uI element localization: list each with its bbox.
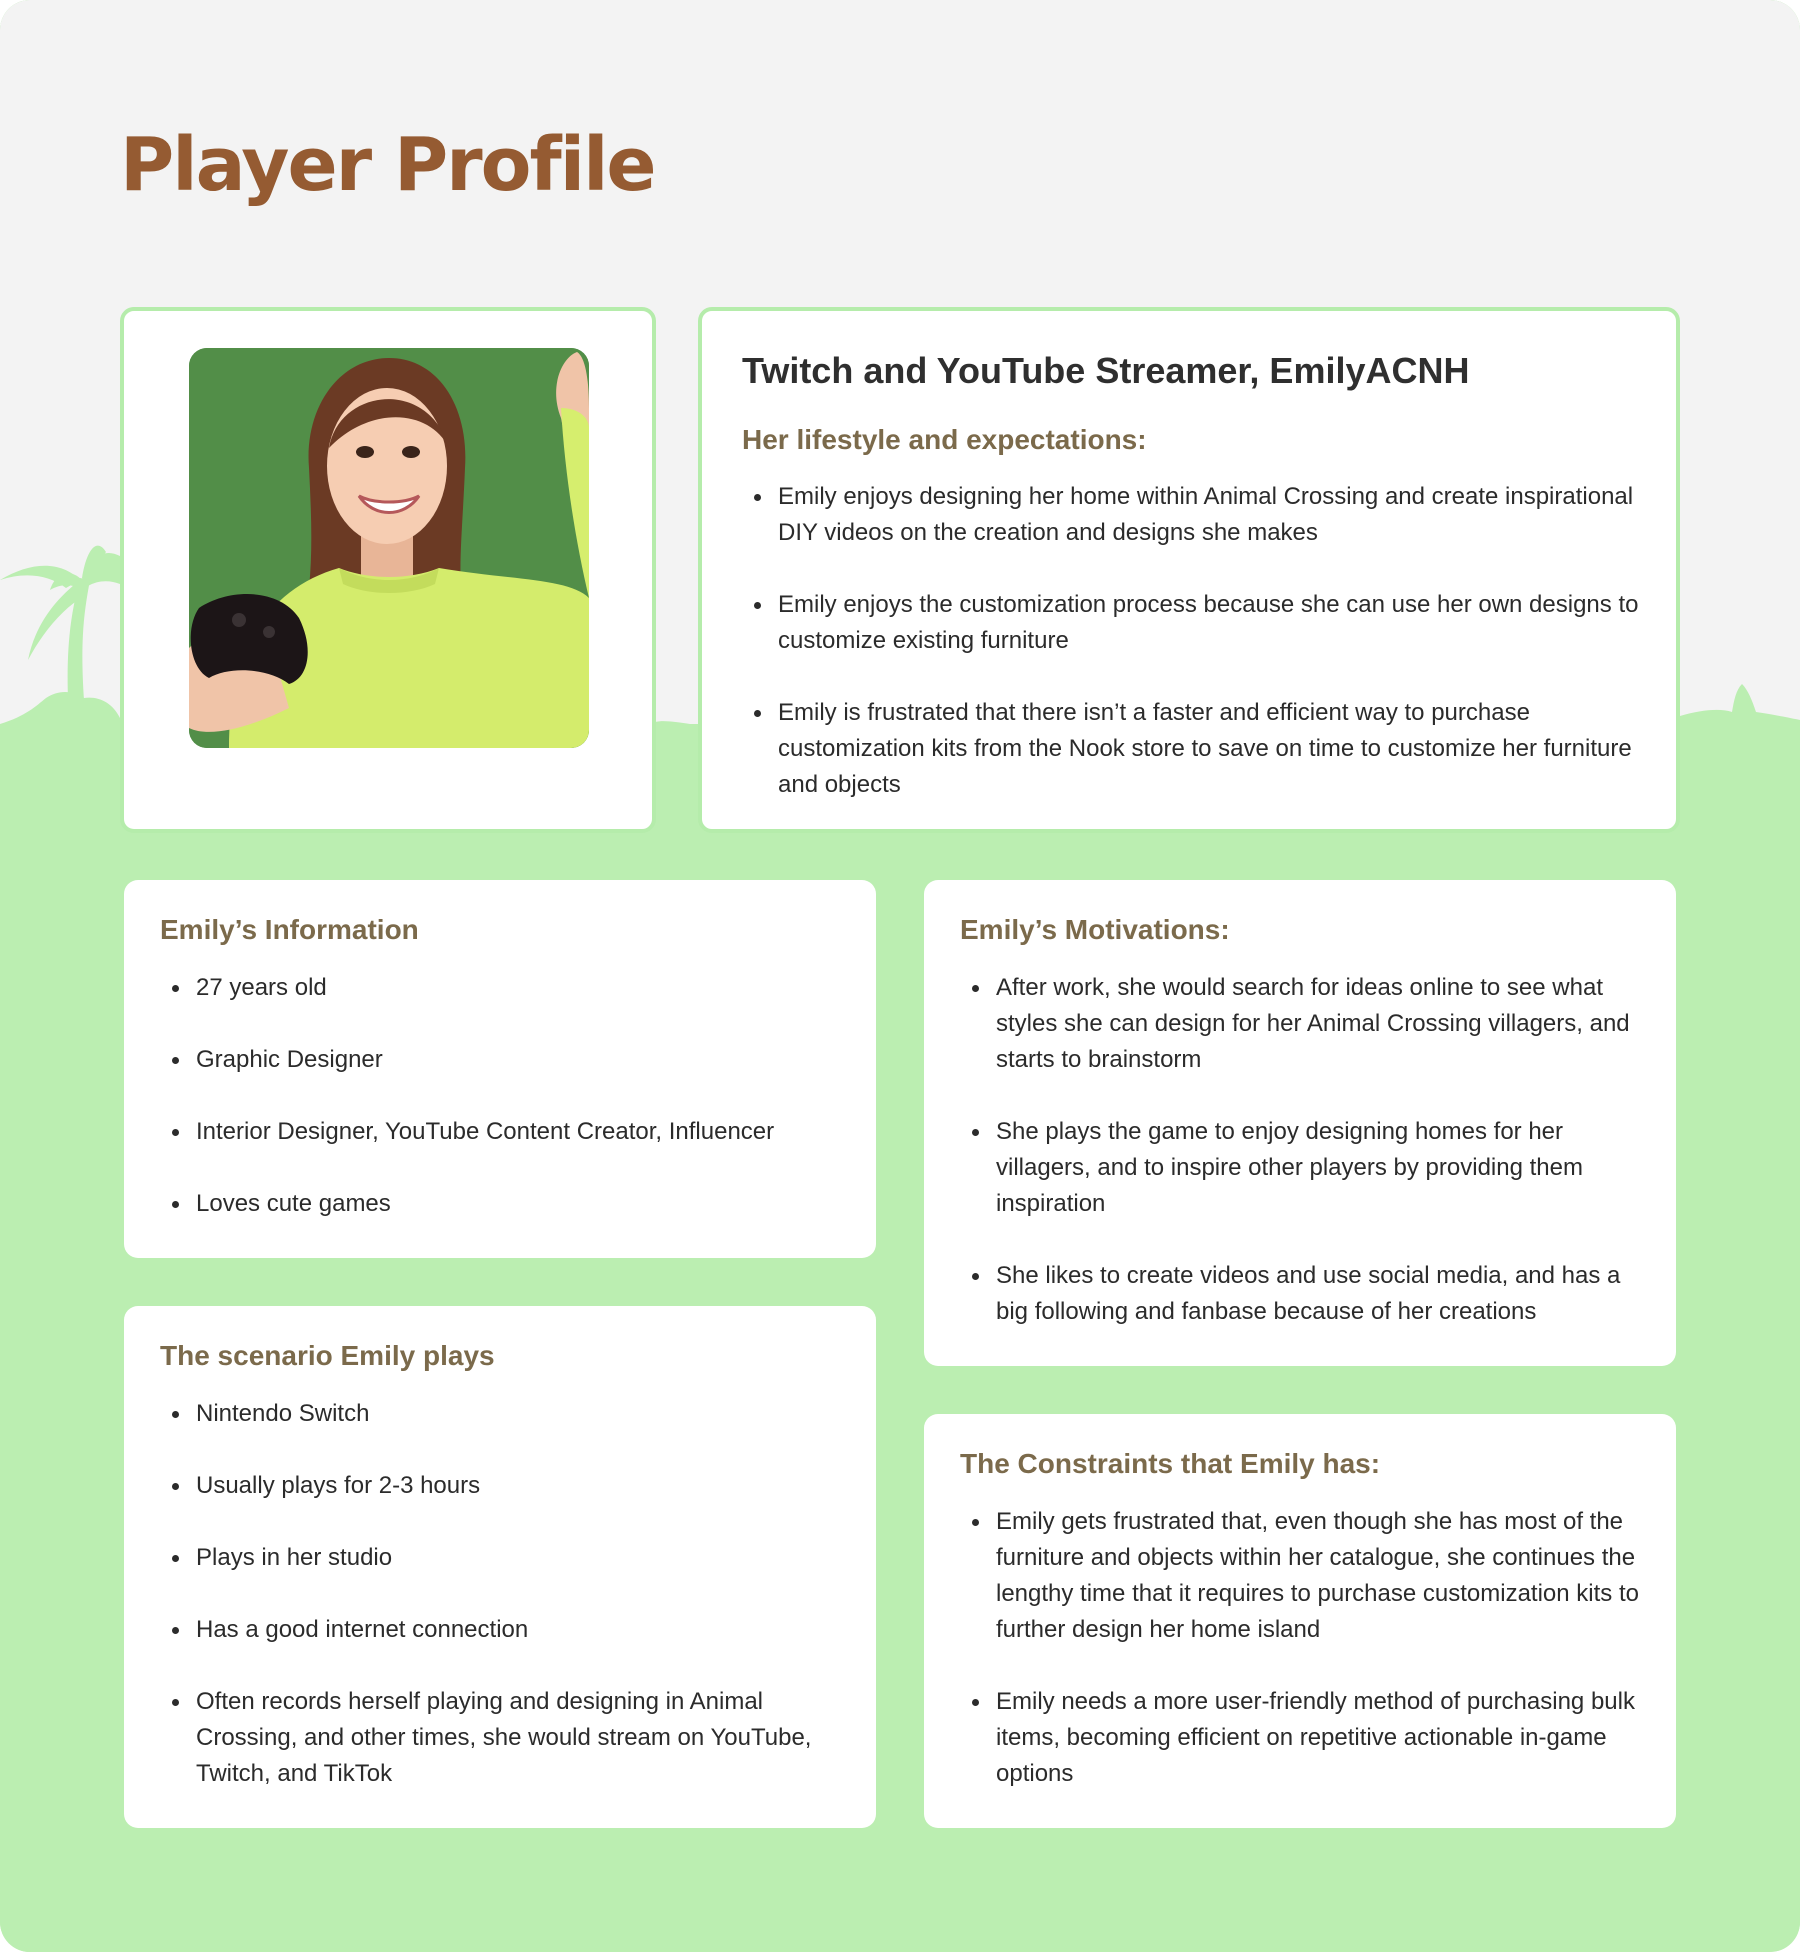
lifestyle-heading: Her lifestyle and expectations: <box>742 424 1147 455</box>
list-item: Loves cute games <box>160 1186 850 1222</box>
list-item: Interior Designer, YouTube Content Creator, Influencer <box>160 1114 850 1150</box>
list-item: Often records herself playing and designing in Animal Crossing, and other times, she would stream on YouTube, Twitch, and TikTok <box>160 1684 850 1792</box>
list-item: 27 years old <box>160 970 850 1006</box>
constraints-list <box>960 1504 1650 1792</box>
scenario-list <box>160 1396 850 1792</box>
list-item: Emily gets frustrated that, even though she has most of the furniture and objects within her catalogue, she continues the lengthy time that it requires to purchase customization kits to further design her home island <box>960 1504 1650 1648</box>
motivations-card <box>924 880 1676 1366</box>
motivations-heading: Emily’s Motivations: <box>960 914 1230 945</box>
list-item: Has a good internet connection <box>160 1612 850 1648</box>
list-item: Usually plays for 2-3 hours <box>160 1468 850 1504</box>
information-heading: Emily’s Information <box>160 914 419 945</box>
streamer-card <box>698 307 1680 833</box>
list-item: Graphic Designer <box>160 1042 850 1078</box>
information-list <box>160 970 850 1222</box>
constraints-card <box>924 1414 1676 1828</box>
list-item: Emily enjoys the customization process because she can use her own designs to customize existing furniture <box>742 587 1642 659</box>
list-item: Nintendo Switch <box>160 1396 850 1432</box>
streamer-title: Twitch and YouTube Streamer, EmilyACNH <box>742 350 1470 391</box>
motivations-list <box>960 970 1650 1330</box>
scenario-card <box>124 1306 876 1828</box>
page-title: Player Profile <box>120 122 655 208</box>
profile-photo <box>189 348 589 748</box>
list-item: Emily is frustrated that there isn’t a faster and efficient way to purchase customization kits from the Nook store to save on time to customize her furniture and objects <box>742 695 1642 803</box>
list-item: Emily needs a more user-friendly method of purchasing bulk items, becoming efficient on repetitive actionable in-game options <box>960 1684 1650 1792</box>
list-item: Emily enjoys designing her home within Animal Crossing and create inspirational DIY videos on the creation and designs she makes <box>742 479 1642 551</box>
list-item: She likes to create videos and use social media, and has a big following and fanbase because of her creations <box>960 1258 1650 1330</box>
information-card <box>124 880 876 1258</box>
scenario-heading: The scenario Emily plays <box>160 1340 495 1371</box>
constraints-heading: The Constraints that Emily has: <box>960 1448 1381 1479</box>
photo-card <box>120 307 656 833</box>
list-item: She plays the game to enjoy designing homes for her villagers, and to inspire other players by providing them inspiration <box>960 1114 1650 1222</box>
list-item: After work, she would search for ideas online to see what styles she can design for her Animal Crossing villagers, and starts to brainstorm <box>960 970 1650 1078</box>
lifestyle-list <box>742 479 1642 803</box>
list-item: Plays in her studio <box>160 1540 850 1576</box>
